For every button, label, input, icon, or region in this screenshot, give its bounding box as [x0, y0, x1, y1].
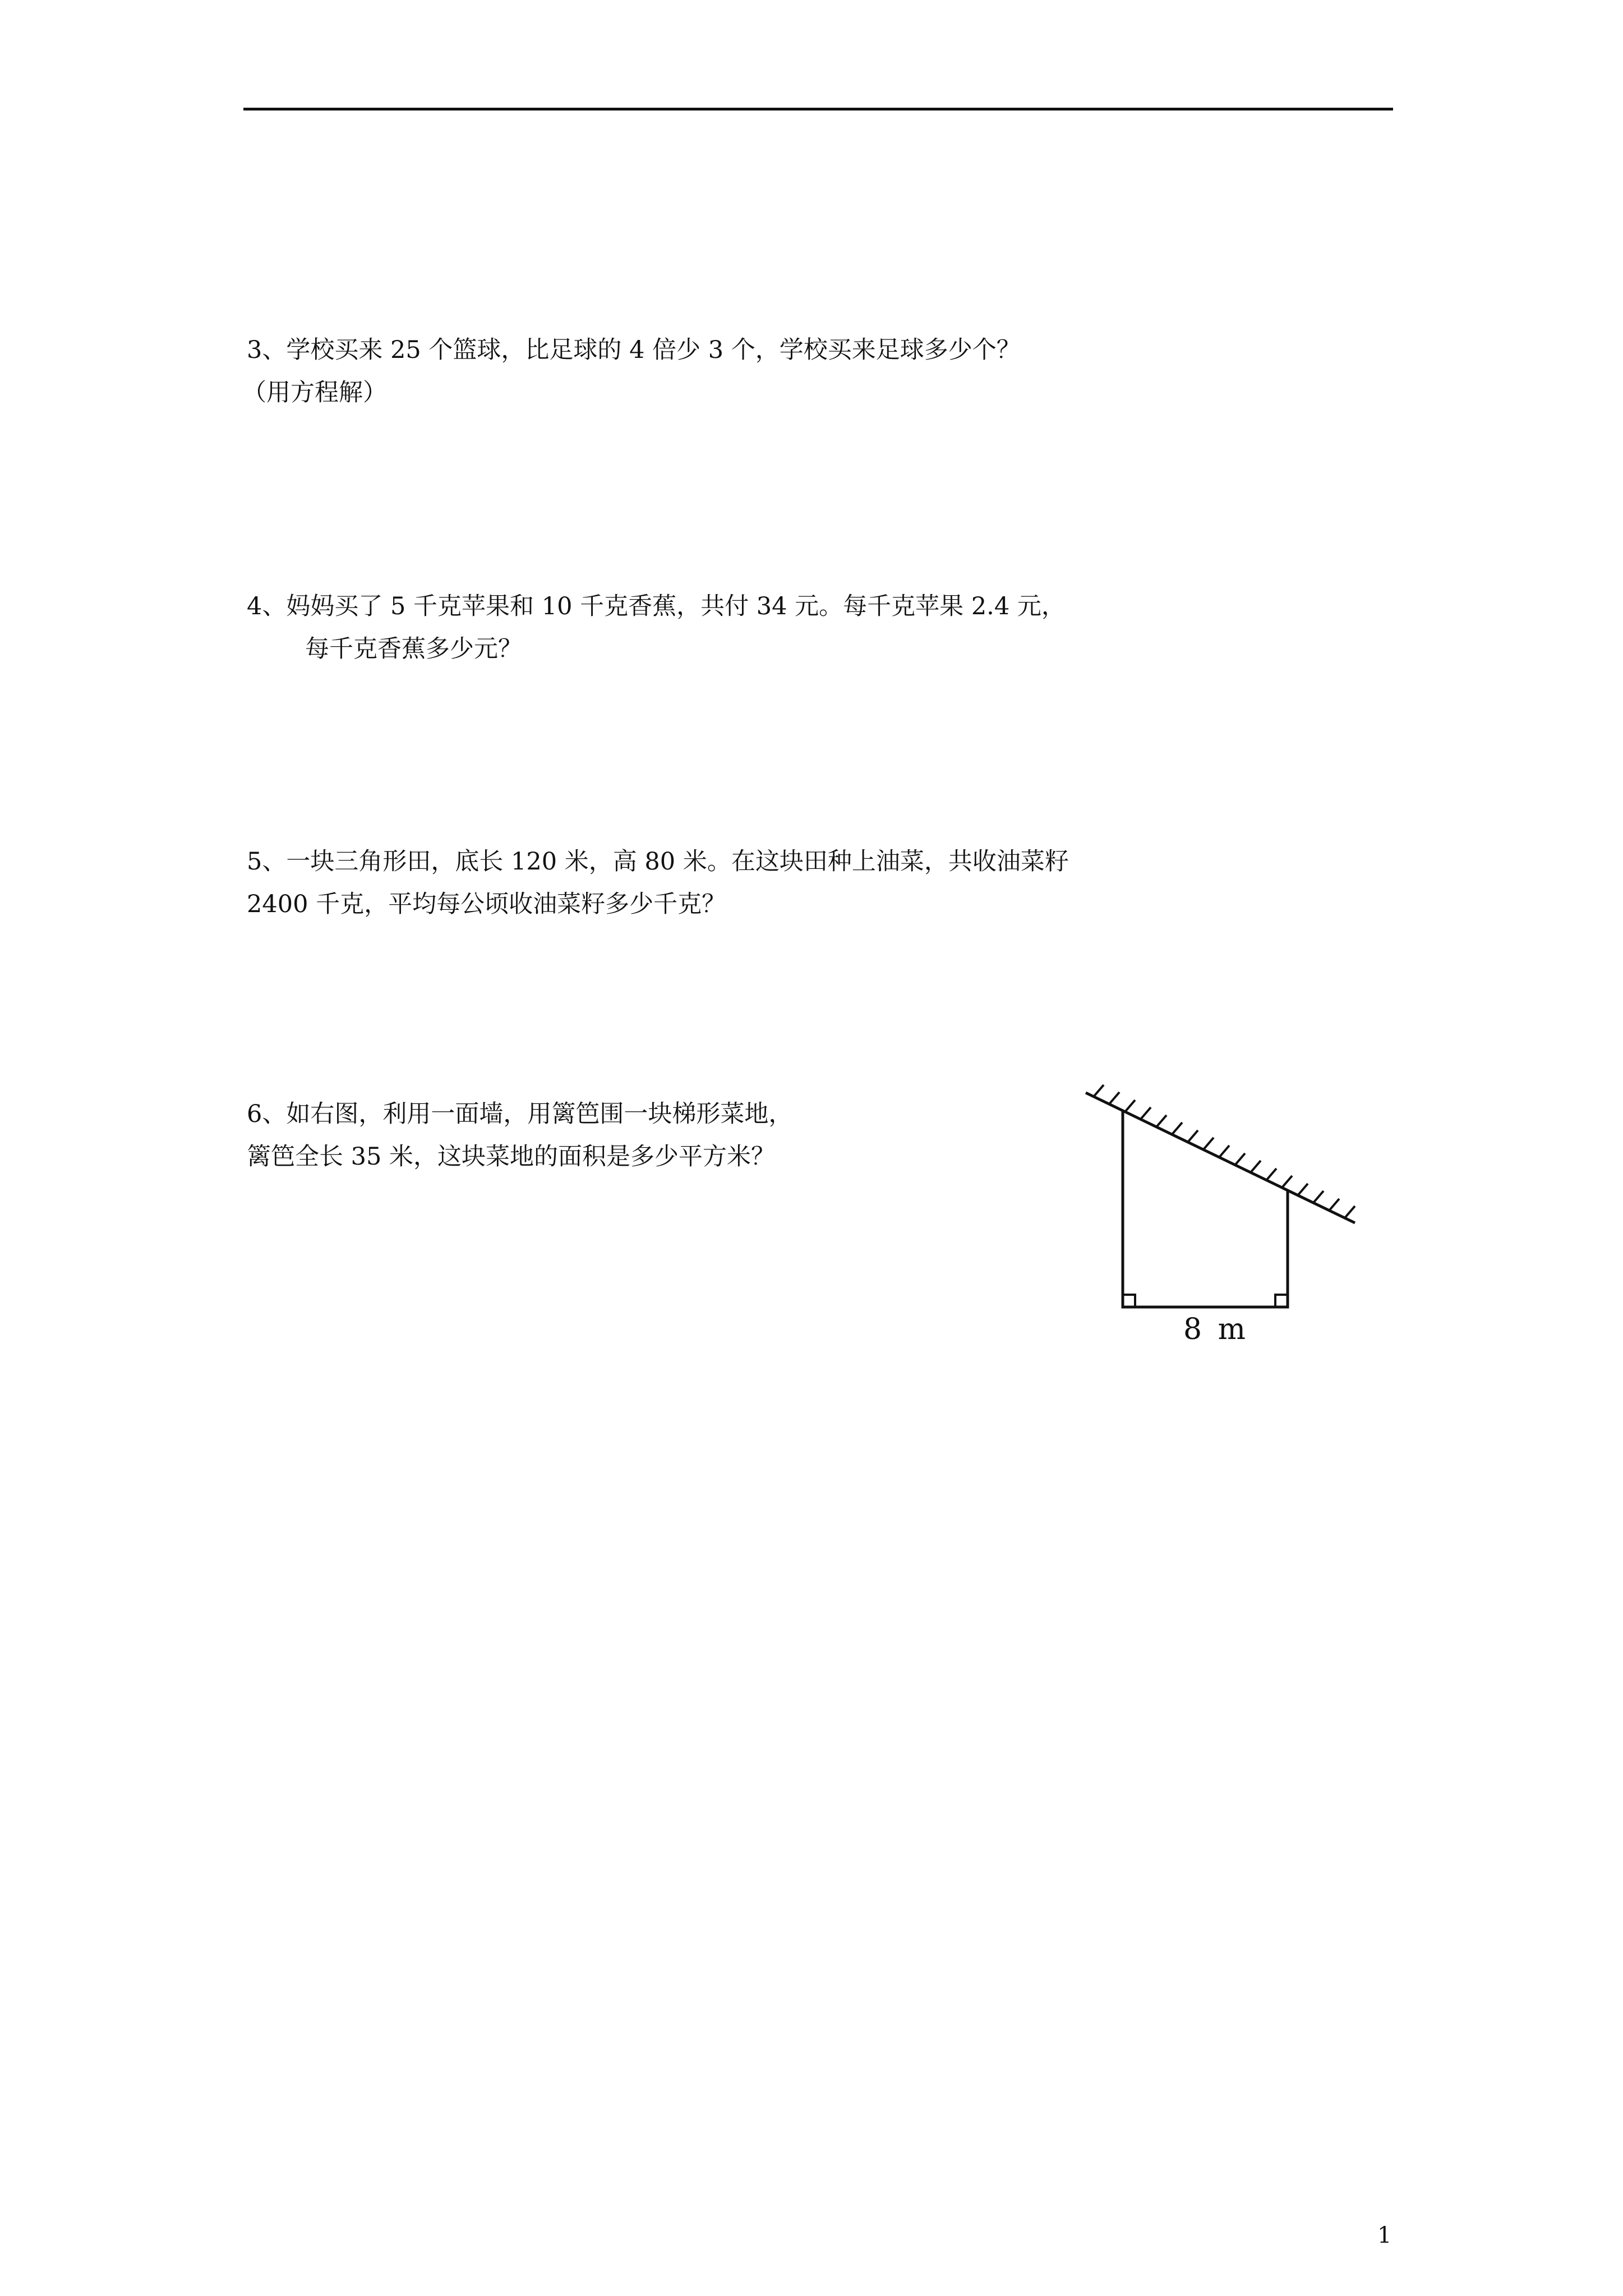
problem-6-line-1: 6、如右图，利用一面墙，用篱笆围一块梯形菜地， — [247, 1100, 793, 1128]
problem-5-line-2: 2400 千克，平均每公顷收油菜籽多少千克？ — [247, 890, 726, 918]
problem-6-line-2: 篱笆全长 35 米，这块菜地的面积是多少平方米？ — [247, 1143, 776, 1171]
problem-4-line-1: 4、妈妈买了 5 千克苹果和 10 千克香蕉，共付 34 元。每千克苹果 2.4 元， — [247, 592, 1066, 620]
problem-4 — [247, 585, 1066, 670]
problem-3-line-1: 3、学校买来 25 个篮球，比足球的 4 倍少 3 个，学校买来足球多少个？ — [247, 336, 1021, 364]
problem-3 — [242, 329, 1021, 414]
problem-5-line-1: 5、一块三角形田，底长 120 米，高 80 米。在这块田种上油菜，共收油菜籽 — [247, 848, 1069, 876]
right-angle-mark-left — [1123, 1295, 1135, 1307]
trapezoid-diagram — [1071, 1066, 1385, 1324]
wall-hatching — [1094, 1085, 1355, 1218]
right-angle-mark-right — [1275, 1295, 1288, 1307]
base-length-label: 8 m — [1183, 1313, 1249, 1346]
problem-3-line-2: （用方程解） — [242, 379, 387, 407]
trapezoid-garden-figure — [1071, 1066, 1385, 1402]
problem-6 — [247, 1093, 792, 1178]
fence-outline — [1123, 1111, 1288, 1307]
wall-line — [1086, 1093, 1355, 1223]
page-number: 1 — [1377, 2223, 1392, 2248]
problem-4-line-2: 每千克香蕉多少元？ — [305, 635, 522, 663]
problem-5 — [247, 840, 1069, 926]
header-rule — [243, 108, 1393, 111]
